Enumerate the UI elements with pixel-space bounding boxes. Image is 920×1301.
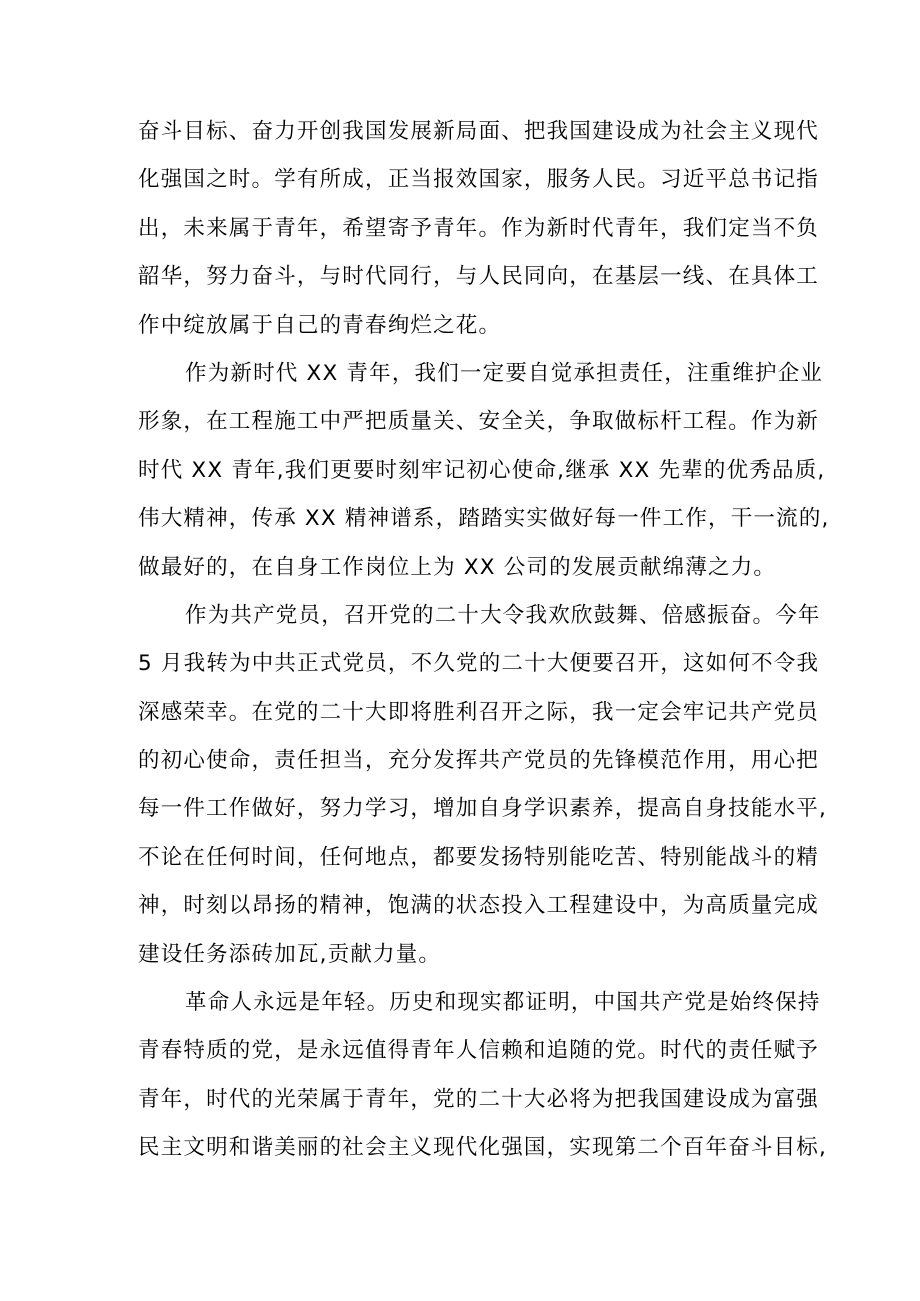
paragraph-1	[138, 108, 820, 350]
text-line: 伟大精神，传承 XX 精神谱系，踏踏实实做好每一件工作，干一流的,	[138, 506, 830, 532]
paragraph-3	[138, 592, 828, 979]
paragraph-2	[138, 350, 830, 592]
text-line: 5 月我转为中共正式党员，不久党的二十大便要召开，这如何不令我	[138, 651, 820, 677]
text-line: 化强国之时。学有所成，正当报效国家，服务人民。习近平总书记指	[138, 167, 820, 193]
text-line: 做最好的，在自身工作岗位上为 XX 公司的发展贡献绵薄之力。	[138, 554, 777, 580]
text-line: 的初心使命，责任担当，充分发挥共产党员的先锋模范作用，用心把	[138, 748, 820, 774]
text-line: 青春特质的党，是永远值得青年人信赖和追随的党。时代的责任赋予	[138, 1038, 820, 1064]
text-line: 每一件工作做好，努力学习，增加自身学识素养，提高自身技能水平,	[138, 796, 828, 822]
text-line: 革命人永远是年轻。历史和现实都证明，中国共产党是始终保持	[185, 990, 821, 1016]
text-line: 建设任务添砖加瓦,贡献力量。	[138, 941, 442, 967]
text-line: 形象，在工程施工中严把质量关、安全关，争取做标杆工程。作为新	[138, 409, 820, 435]
text-line: 深感荣幸。在党的二十大即将胜利召开之际，我一定会牢记共产党员	[138, 699, 820, 725]
text-line: 民主文明和谐美丽的社会主义现代化强国，实现第二个百年奋斗目标,	[138, 1135, 828, 1161]
text-line: 作为共产党员，召开党的二十大令我欢欣鼓舞、倍感振奋。今年	[185, 602, 821, 628]
document-body	[138, 108, 830, 1173]
paragraph-4	[138, 979, 828, 1173]
text-line: 神，时刻以昂扬的精神，饱满的状态投入工程建设中，为高质量完成	[138, 893, 820, 919]
text-line: 时代 XX 青年,我们更要时刻牢记初心使命,继承 XX 先辈的优秀品质,	[138, 457, 826, 483]
text-line: 不论在任何时间，任何地点，都要发扬特别能吃苦、特别能战斗的精	[138, 844, 820, 870]
text-line: 奋斗目标、奋力开创我国发展新局面、把我国建设成为社会主义现代	[138, 119, 820, 144]
text-line: 作为新时代 XX 青年，我们一定要自觉承担责任，注重维护企业	[185, 360, 824, 386]
text-line: 韶华，努力奋斗，与时代同行，与人民同向，在基层一线、在具体工	[138, 264, 820, 290]
text-line: 作中绽放属于自己的青春绚烂之花。	[138, 312, 502, 338]
text-line: 青年，时代的光荣属于青年，党的二十大必将为把我国建设成为富强	[138, 1086, 820, 1112]
text-line: 出，未来属于青年，希望寄予青年。作为新时代青年，我们定当不负	[138, 215, 820, 241]
